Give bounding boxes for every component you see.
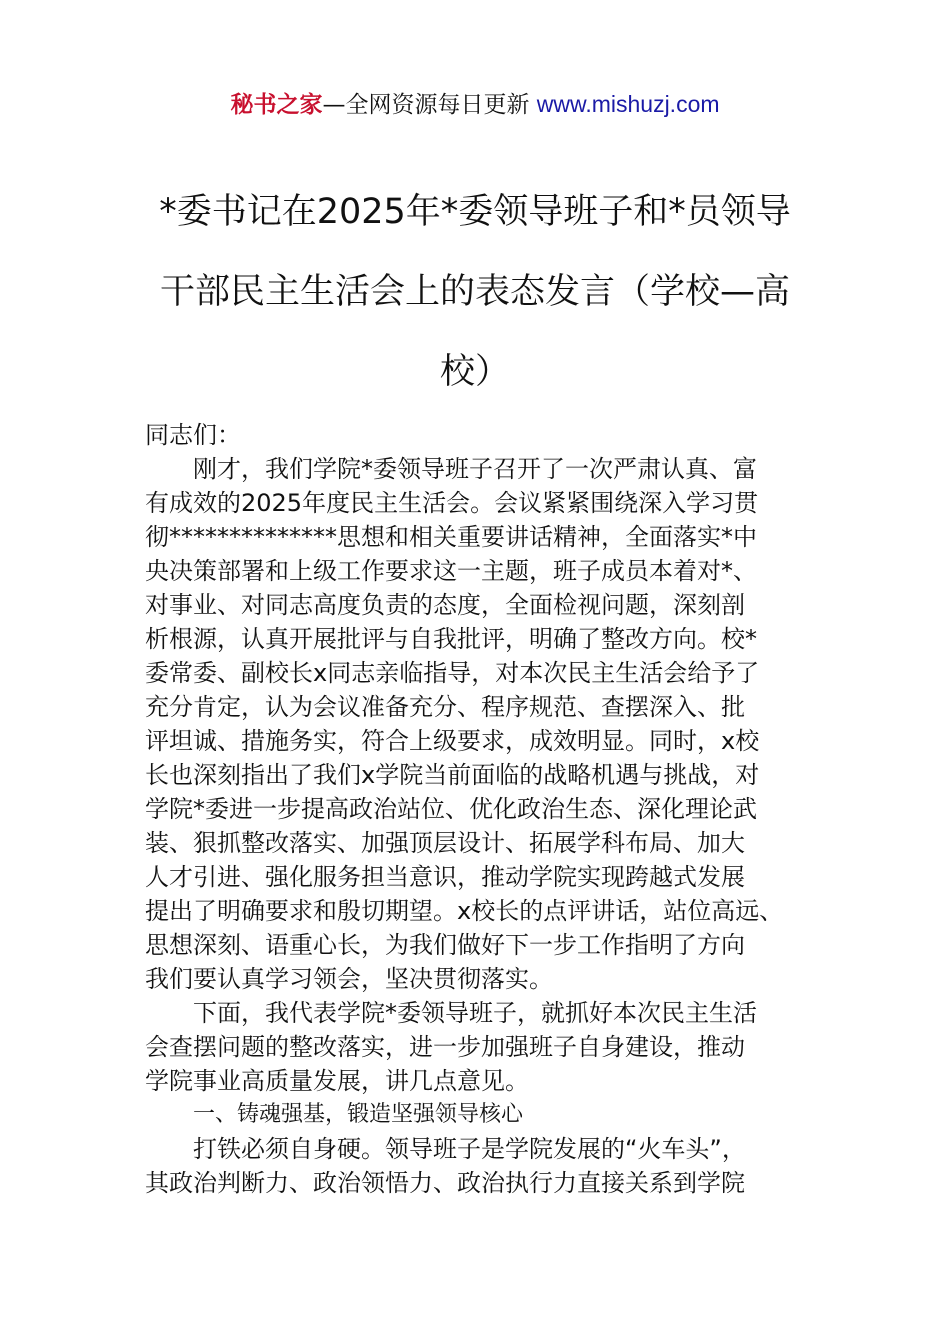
paragraph-line: 委常委、副校长x同志亲临指导，对本次民主生活会给予了 — [145, 659, 760, 687]
title-line: *委书记在2025年*委领导班子和*员领导 — [159, 192, 791, 232]
paragraph-line: 充分肯定，认为会议准备充分、程序规范、查摆深入、批 — [145, 693, 745, 721]
paragraph-line: 其政治判断力、政治领悟力、政治执行力直接关系到学院 — [145, 1169, 745, 1197]
paragraph-line: 有成效的2025年度民主生活会。会议紧紧围绕深入学习贯 — [145, 489, 759, 517]
paragraph-line: 思想深刻、语重心长，为我们做好下一步工作指明了方向 — [145, 931, 745, 959]
title-line: 校） — [439, 352, 510, 392]
brand-name: 秘书之家 — [230, 92, 323, 118]
header-separator: — — [322, 92, 346, 118]
paragraph-line: 学院事业高质量发展，讲几点意见。 — [145, 1067, 529, 1095]
paragraph-line: 提出了明确要求和殷切期望。x校长的点评讲话，站位高远、 — [145, 897, 784, 925]
paragraph-line: 彻**************思想和相关重要讲话精神，全面落实*中 — [145, 523, 757, 551]
paragraph-line: 人才引进、强化服务担当意识，推动学院实现跨越式发展 — [145, 863, 745, 891]
header-tagline: 全网资源每日更新 — [345, 92, 530, 118]
paragraph-line: 我们要认真学习领会，坚决贯彻落实。 — [145, 965, 553, 993]
paragraph-line: 刚才，我们学院*委领导班子召开了一次严肃认真、富 — [193, 455, 757, 483]
salutation: 同志们： — [145, 421, 241, 449]
paragraph-line: 析根源，认真开展批评与自我批评，明确了整改方向。校* — [145, 625, 757, 653]
site-url-link[interactable]: www.mishuzj.com — [536, 91, 720, 117]
site-header — [0, 88, 950, 121]
paragraph-line: 下面，我代表学院*委领导班子，就抓好本次民主生活 — [193, 999, 757, 1027]
paragraph-line: 评坦诚、措施务实，符合上级要求，成效明显。同时，x校 — [145, 727, 760, 755]
paragraph-line: 装、狠抓整改落实、加强顶层设计、拓展学科布局、加大 — [145, 829, 745, 857]
paragraph-line: 长也深刻指出了我们x学院当前面临的战略机遇与挑战，对 — [145, 761, 760, 789]
paragraph-line: 会查摆问题的整改落实，进一步加强班子自身建设，推动 — [145, 1033, 745, 1061]
document-body — [145, 418, 810, 1200]
title-line: 干部民主生活会上的表态发言（学校—高 — [159, 272, 790, 312]
paragraph-line: 对事业、对同志高度负责的态度，全面检视问题，深刻剖 — [145, 591, 745, 619]
paragraph-line: 学院*委进一步提高政治站位、优化政治生态、深化理论武 — [145, 795, 757, 823]
paragraph-line: 央决策部署和上级工作要求这一主题，班子成员本着对*、 — [145, 557, 757, 585]
document-title — [100, 172, 850, 412]
paragraph-line: 打铁必须自身硬。领导班子是学院发展的“火车头”， — [193, 1135, 746, 1163]
section-heading: 一、铸魂强基，锻造坚强领导核心 — [193, 1102, 524, 1127]
